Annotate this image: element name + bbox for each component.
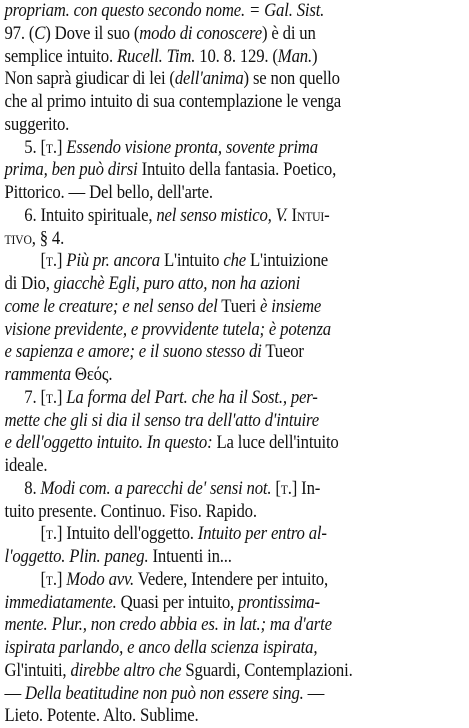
text-line: [t.] Intuito dell'oggetto. Intuito per entro al- <box>40 523 327 545</box>
text-line: e sapienza e amore; e il suono stesso di Tueor <box>4 341 304 363</box>
text-line: prima, ben può dirsi Intuito della fantasia. Poetico, <box>4 159 337 181</box>
text-line: ideale. <box>4 455 48 476</box>
text-line: 7. [t.] La forma del Part. che ha il Sost., per- <box>24 386 318 408</box>
text-line: Lieto. Potente. Alto. Sublime. <box>4 705 199 727</box>
text-line: 6. Intuito spirituale, nel senso mistico, V. Intui- <box>24 204 330 226</box>
text-line: Pittorico. — Del bello, dell'arte. <box>4 182 213 203</box>
text-line: 5. [t.] Essendo visione pronta, sovente prima <box>24 136 318 158</box>
text-line: l'oggetto. Plin. paneg. Intuenti in... <box>4 546 232 567</box>
text-line: — Della beatitudine non può non essere sing. — <box>4 682 325 704</box>
text-line: e dell'oggetto intuito. In questo: La luce dell'intuito <box>4 432 339 454</box>
text-line: come le creature; e nel senso del Tueri è insieme <box>4 295 322 317</box>
text-line: suggerito. <box>4 113 70 135</box>
text-line: Gl'intuiti, direbbe altro che Sguardi, Contemplazioni. <box>4 659 353 681</box>
text-line: tuito presente. Continuo. Fiso. Rapido. <box>4 500 257 522</box>
text-line: di Dio, giacchè Egli, puro atto, non ha azioni <box>4 273 301 294</box>
text-line: mente. Plur., non credo abbia es. in lat.; ma d'arte <box>4 614 332 636</box>
text-line: [t.] Modo avv. Vedere, Intendere per intuito, <box>40 568 328 590</box>
text-line: che al primo intuito di sua contemplazione le venga <box>4 91 342 112</box>
text-line: [t.] Più pr. ancora L'intuito che L'intuizione <box>40 250 329 272</box>
text-line: immediatamente. Quasi per intuito, prontissima- <box>4 591 320 613</box>
text-line: 8. Modi com. a parecchi de' sensi not. [t.] In- <box>24 477 321 499</box>
text-line: semplice intuito. Rucell. Tim. 10. 8. 129. (Man.) <box>4 45 318 67</box>
text-line: mette che gli si dia il senso tra dell'atto d'intuire <box>4 409 319 431</box>
text-line: propriam. con questo secondo nome. = Gal. Sist. <box>4 0 325 21</box>
text-line: Non saprà giudicar di lei (dell'anima) se non quello <box>4 68 340 90</box>
text-line: 97. (C) Dove il suo (modo di conoscere) è di un <box>4 22 316 44</box>
text-line: rammenta Θεός. <box>4 364 113 385</box>
text-line: visione previdente, e provvidente tutela; è potenza <box>4 318 331 340</box>
text-line: tivo, § 4. <box>4 227 65 249</box>
text-line: ispirata parlando, e anco della scienza ispirata, <box>4 637 318 658</box>
